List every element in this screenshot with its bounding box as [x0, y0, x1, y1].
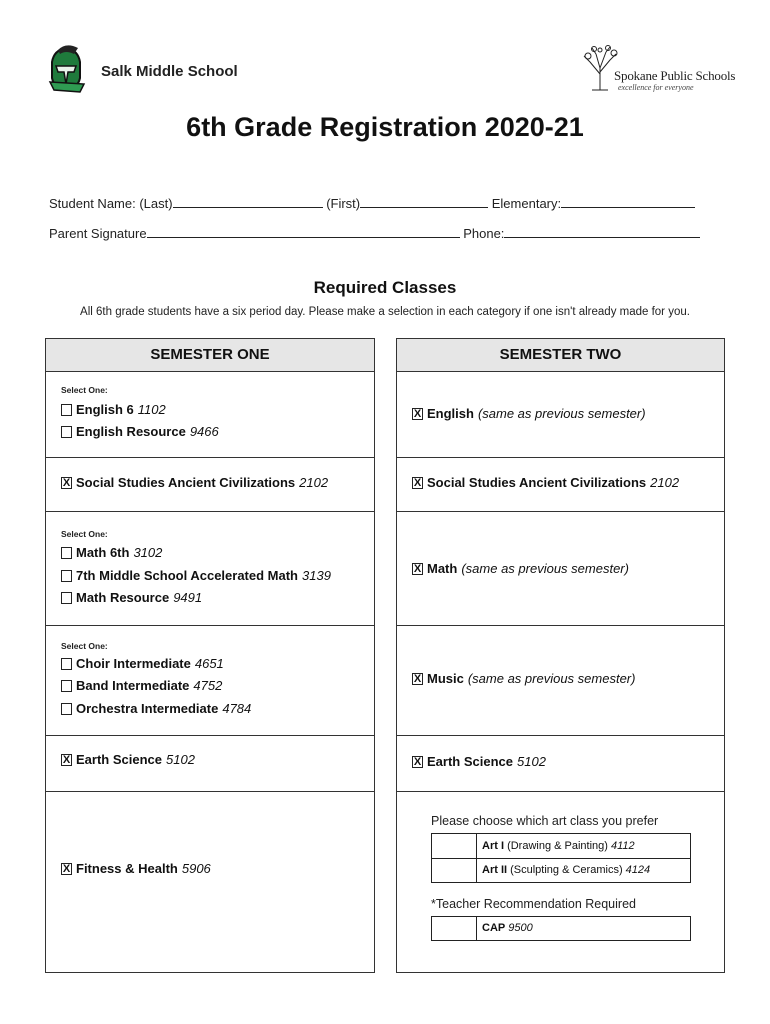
- orchestra-option[interactable]: [61, 701, 251, 716]
- required-classes-title: Required Classes: [313, 278, 457, 297]
- earth-science-checkbox-s1[interactable]: X: [62, 753, 71, 766]
- art-2-detail: (Sculpting & Ceramics): [510, 864, 623, 876]
- accelerated-math-name: 7th Middle School Accelerated Math: [76, 568, 299, 583]
- choir-code: 4651: [194, 656, 224, 671]
- select-one-label: Select One:: [61, 641, 108, 651]
- divider: [46, 625, 374, 626]
- band-checkbox[interactable]: [61, 680, 72, 692]
- student-last-label: Student Name: (Last): [49, 196, 173, 211]
- math-note-s2: (same as previous semester): [461, 561, 629, 576]
- orchestra-checkbox[interactable]: [61, 703, 72, 715]
- art-1-name: Art I: [482, 840, 504, 852]
- social-studies-code-s1: 2102: [299, 475, 329, 490]
- orchestra-name: Orchestra Intermediate: [76, 701, 219, 716]
- english-name-s2: English: [427, 406, 474, 421]
- band-option[interactable]: [61, 678, 222, 693]
- cap-table: [431, 916, 691, 941]
- social-studies-code-s2: 2102: [650, 475, 680, 490]
- elementary-label: Elementary:: [491, 196, 562, 211]
- earth-science-option-s1[interactable]: [61, 752, 195, 767]
- art-1-option: [482, 840, 635, 852]
- semester-two-header: SEMESTER TWO: [397, 339, 724, 372]
- student-first-field[interactable]: [360, 195, 488, 208]
- parent-signature-field[interactable]: [147, 225, 460, 238]
- teacher-recommendation-note: *Teacher Recommendation Required: [431, 897, 636, 911]
- school-name: Salk Middle School: [101, 63, 238, 80]
- english-resource-name: English Resource: [76, 424, 186, 439]
- art-1-detail: (Drawing & Painting): [507, 840, 608, 852]
- social-studies-option-s1[interactable]: [61, 475, 328, 490]
- english-6-checkbox[interactable]: [61, 404, 72, 416]
- english-6-option[interactable]: [61, 402, 166, 417]
- phone-label: Phone:: [463, 226, 505, 241]
- social-studies-checkbox-s2[interactable]: X: [413, 476, 422, 489]
- parent-row: [49, 225, 700, 241]
- earth-science-name-s1: Earth Science: [76, 752, 162, 767]
- art-prompt: Please choose which art class you prefer: [431, 814, 659, 828]
- cap-choice-cell[interactable]: [432, 917, 477, 940]
- math-resource-checkbox[interactable]: [61, 592, 72, 604]
- accelerated-math-checkbox[interactable]: [61, 570, 72, 582]
- english-note-s2: (same as previous semester): [477, 406, 646, 421]
- social-studies-name-s2: Social Studies Ancient Civilizations: [427, 475, 647, 490]
- student-last-field[interactable]: [173, 195, 323, 208]
- earth-science-checkbox-s2[interactable]: X: [413, 755, 422, 768]
- divider: [397, 791, 724, 792]
- math-checkbox-s2[interactable]: X: [413, 562, 422, 575]
- choir-checkbox[interactable]: [61, 658, 72, 670]
- choir-name: Choir Intermediate: [76, 656, 191, 671]
- divider: [46, 511, 374, 512]
- cap-option: [482, 922, 533, 934]
- student-first-label: (First): [326, 196, 361, 211]
- math-resource-name: Math Resource: [76, 590, 170, 605]
- social-studies-checkbox-s1[interactable]: X: [62, 476, 71, 489]
- music-option-s2[interactable]: [412, 671, 635, 686]
- divider: [397, 457, 724, 458]
- social-studies-option-s2[interactable]: [412, 475, 679, 490]
- english-option-s2[interactable]: [412, 406, 646, 421]
- band-name: Band Intermediate: [76, 678, 190, 693]
- cap-code: 9500: [508, 922, 533, 934]
- fitness-health-checkbox[interactable]: X: [62, 862, 71, 875]
- divider: [46, 735, 374, 736]
- select-one-label: Select One:: [61, 385, 108, 395]
- accelerated-math-option[interactable]: [61, 568, 331, 583]
- english-resource-code: 9466: [189, 424, 219, 439]
- earth-science-option-s2[interactable]: [412, 754, 546, 769]
- art-options-table: [431, 833, 691, 883]
- fitness-health-code: 5906: [181, 861, 211, 876]
- band-code: 4752: [193, 678, 223, 693]
- student-name-row: [49, 195, 695, 211]
- district-name: Spokane Public Schools: [614, 68, 736, 83]
- math-name-s2: Math: [427, 561, 458, 576]
- math-6th-checkbox[interactable]: [61, 547, 72, 559]
- english-resource-option[interactable]: [61, 424, 219, 439]
- earth-science-code-s2: 5102: [517, 754, 546, 769]
- cap-name: CAP: [482, 922, 506, 934]
- art-2-name: Art II: [482, 864, 508, 876]
- earth-science-code-s1: 5102: [166, 752, 195, 767]
- phone-field[interactable]: [504, 225, 700, 238]
- accelerated-math-code: 3139: [302, 568, 331, 583]
- orchestra-code: 4784: [222, 701, 252, 716]
- english-6-code: 1102: [137, 402, 166, 417]
- art-2-code: 4124: [625, 864, 651, 876]
- music-note-s2: (same as previous semester): [467, 671, 636, 686]
- page-title: 6th Grade Registration 2020-21: [186, 112, 584, 142]
- fitness-health-name: Fitness & Health: [76, 861, 178, 876]
- select-one-label: Select One:: [61, 529, 108, 539]
- choir-option[interactable]: [61, 656, 224, 671]
- divider: [46, 457, 374, 458]
- divider: [397, 735, 724, 736]
- math-6th-name: Math 6th: [76, 545, 130, 560]
- art-1-code: 4112: [611, 840, 635, 852]
- math-resource-option[interactable]: [61, 590, 202, 605]
- art-2-option: [482, 864, 650, 876]
- math-6th-option[interactable]: [61, 545, 162, 560]
- music-name-s2: Music: [427, 671, 464, 686]
- divider: [46, 791, 374, 792]
- music-checkbox-s2[interactable]: X: [413, 672, 422, 685]
- semester-one-column: [45, 338, 375, 973]
- required-classes-subtitle: All 6th grade students have a six period day. Please make a selection in each category if one isn't already made for you.: [80, 306, 690, 318]
- english-6-name: English 6: [76, 402, 134, 417]
- elementary-field[interactable]: [561, 195, 695, 208]
- divider: [397, 625, 724, 626]
- math-6th-code: 3102: [133, 545, 163, 560]
- divider: [432, 858, 690, 859]
- social-studies-name-s1: Social Studies Ancient Civilizations: [76, 475, 296, 490]
- divider: [397, 511, 724, 512]
- math-option-s2[interactable]: [412, 561, 629, 576]
- district-tagline: excellence for everyone: [618, 83, 694, 92]
- semester-one-header: SEMESTER ONE: [46, 339, 374, 372]
- earth-science-name-s2: Earth Science: [427, 754, 513, 769]
- semester-two-column: [396, 338, 725, 973]
- spartan-helmet-logo: [44, 44, 88, 94]
- fitness-health-option[interactable]: [61, 861, 211, 876]
- english-resource-checkbox[interactable]: [61, 426, 72, 438]
- parent-signature-label: Parent Signature: [49, 226, 147, 241]
- english-checkbox-s2[interactable]: X: [413, 407, 422, 420]
- math-resource-code: 9491: [173, 590, 203, 605]
